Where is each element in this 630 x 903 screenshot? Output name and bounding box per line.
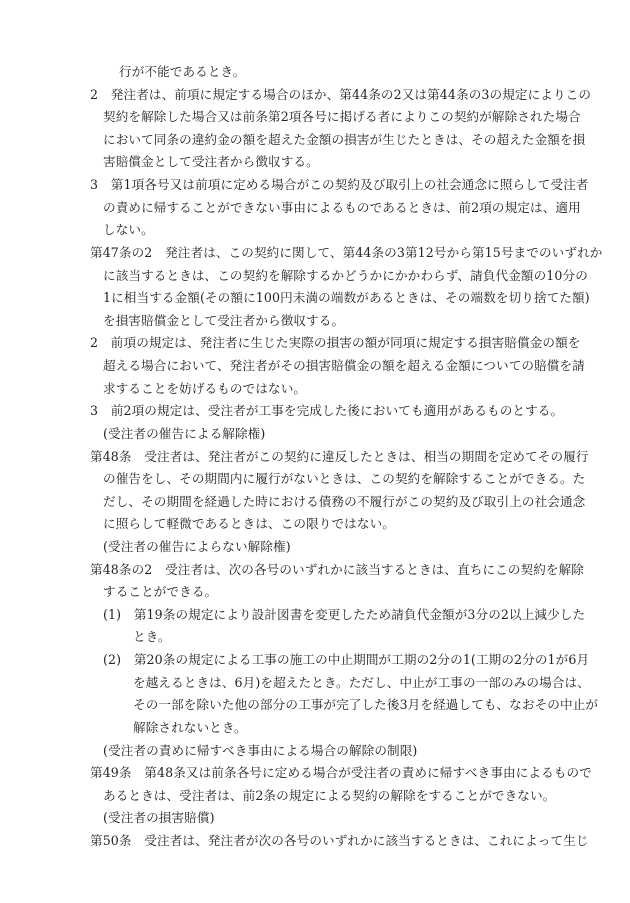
text-line: (受注者の責めに帰すべき事由による場合の解除の制限) [103, 743, 418, 758]
text-line: に該当するときは、この契約を解除するかどうかにかかわらず、請負代金額の10分の [103, 268, 588, 283]
text-line: 契約を解除した場合又は前条第2項各号に掲げる者によりこの契約が解除された場合 [103, 109, 581, 124]
text-line: 第47条の2 発注者は、この契約に関して、第44条の3第12号から第15号までのいずれか [90, 245, 603, 260]
text-line: 第48条の2 受注者は、次の各号のいずれかに該当するときは、直ちにこの契約を解除 [90, 562, 585, 577]
text-line: 超える場合において、発注者がその損害賠償金の額を超える金額についての賠償を請 [103, 358, 585, 373]
text-line: その一部を除いた他の部分の工事が完了した後3月を経過しても、なおその中止が [133, 697, 599, 712]
text-line: の責めに帰することができない事由によるものであるときは、前2項の規定は、適用 [103, 200, 581, 215]
text-line: 第48条 受注者は、発注者がこの契約に違反したときは、相当の期間を定めてその履行 [90, 449, 589, 464]
text-line: 3 第1項各号又は前項に定める場合がこの契約及び取引上の社会通念に照らして受注者 [90, 177, 589, 192]
text-line: (受注者の催告による解除権) [103, 426, 266, 441]
text-line: あるときは、受注者は、前2条の規定による契約の解除をすることができない。 [103, 788, 556, 803]
text-line: 行が不能であるとき。 [119, 64, 246, 79]
text-line: 3 前2項の規定は、受注者が工事を完成した後においても適用があるものとする。 [90, 403, 564, 418]
text-line: 1に相当する金額(その額に100円未満の端数があるときは、その端数を切り捨てた額) [103, 290, 590, 305]
text-line: に照らして軽微であるときは、この限りではない。 [103, 516, 395, 531]
text-line: (受注者の催告によらない解除権) [103, 539, 291, 554]
text-line: の催告をし、その期間内に履行がないときは、この契約を解除することができる。た [103, 471, 586, 486]
text-line: 2 前項の規定は、発注者に生じた実際の損害の額が同項に規定する損害賠償金の額を [90, 335, 581, 350]
text-line: 第49条 第48条又は前条各号に定める場合が受注者の責めに帰すべき事由によるもので [90, 765, 592, 780]
text-line: において同条の違約金の額を超えた金額の損害が生じたときは、その超えた金額を損 [103, 132, 586, 147]
text-line: だし、その期間を経過した時における債務の不履行がこの契約及び取引上の社会通念 [103, 494, 586, 509]
text-line: することができる。 [103, 584, 218, 599]
text-line: 解除されないとき。 [133, 720, 247, 735]
text-line: (2) 第20条の規定による工事の施工の中止期間が工期の2分の1(工期の2分の1が6月 [103, 652, 590, 667]
text-line: 第50条 受注者は、発注者が次の各号のいずれかに該当するときは、これによって生じ [90, 833, 589, 848]
text-line: (受注者の損害賠償) [103, 810, 215, 825]
text-line: 2 発注者は、前項に規定する場合のほか、第44条の2又は第44条の3の規定によりこの [90, 87, 592, 102]
text-line: を越えるときは、6月)を超えたとき。ただし、中止が工事の一部のみの場合は、 [133, 675, 590, 690]
text-line: を損害賠償金として受注者から徴収する。 [103, 313, 345, 328]
text-line: とき。 [133, 629, 171, 644]
text-line: 害賠償金として受注者から徴収する。 [103, 154, 319, 169]
text-line: (1) 第19条の規定により設計図書を変更したため請負代金額が3分の2以上減少した [103, 607, 586, 622]
text-line: しない。 [103, 222, 154, 237]
text-line: 求することを妨げるものではない。 [103, 381, 307, 396]
